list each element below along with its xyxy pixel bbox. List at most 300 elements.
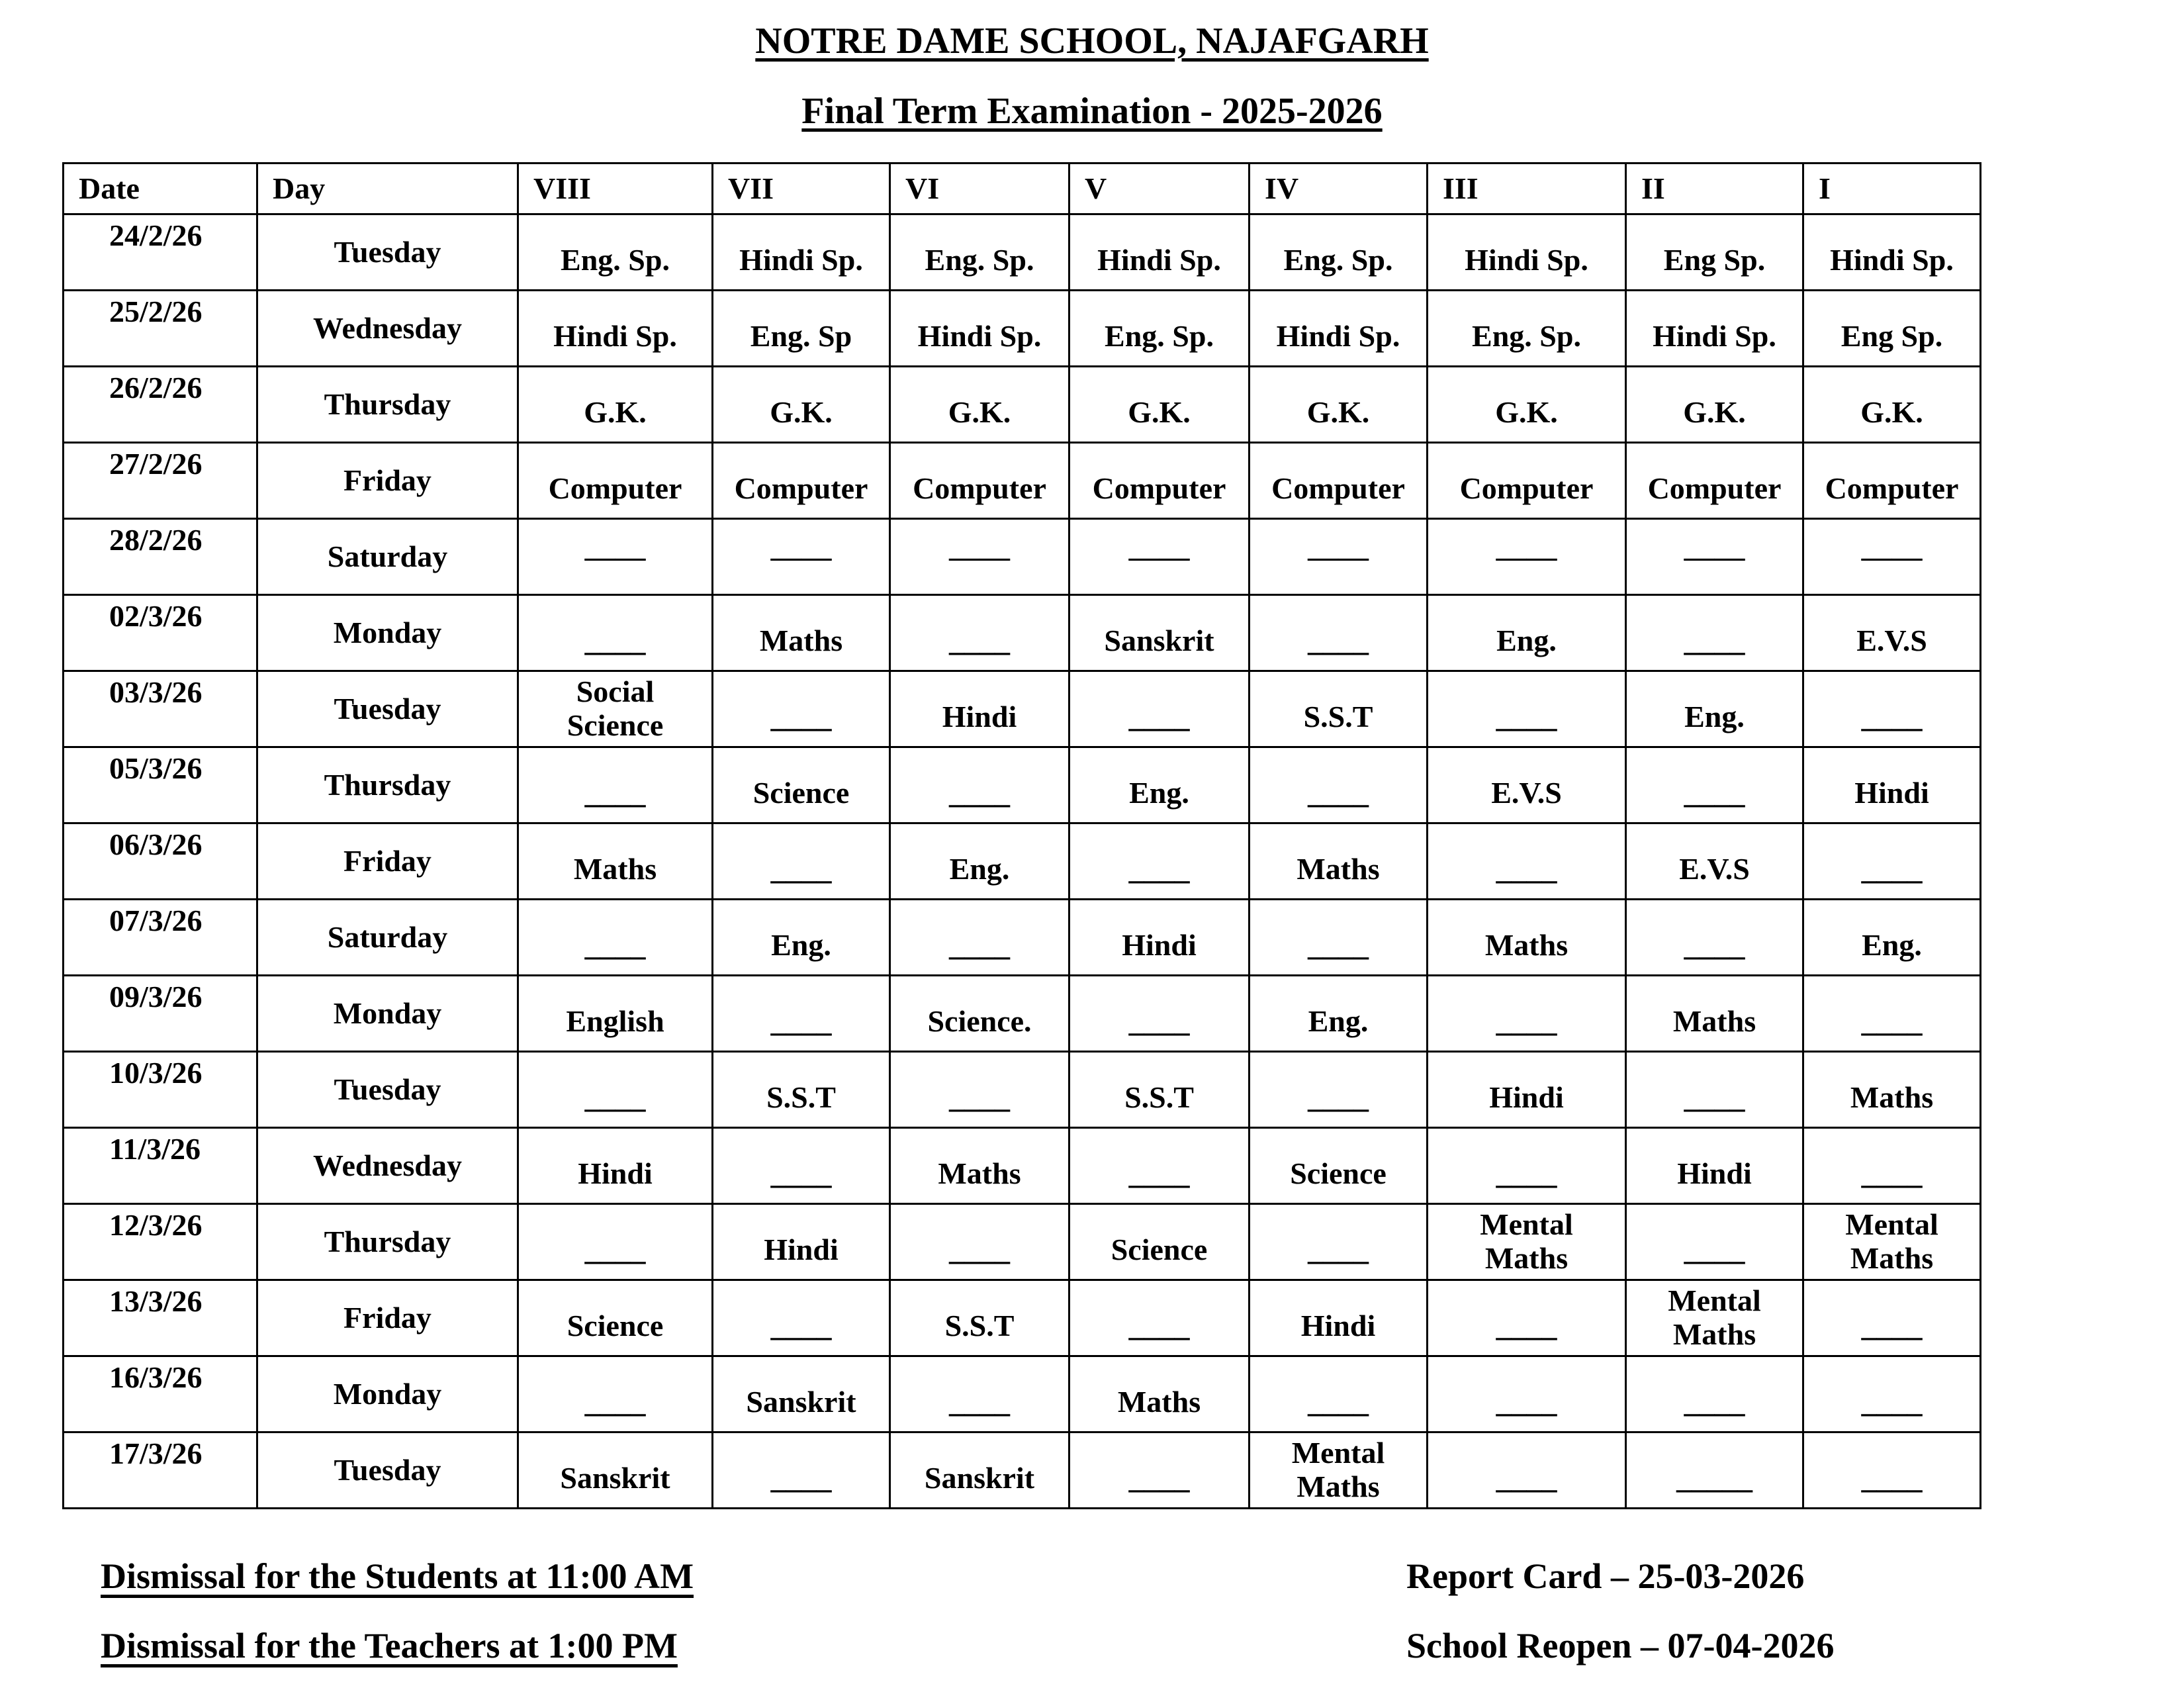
day: Friday bbox=[343, 843, 432, 878]
subject-name-cell bbox=[890, 823, 1069, 900]
subject-name: Eng. bbox=[1684, 699, 1745, 733]
no-exam-dash-cell bbox=[518, 1052, 713, 1128]
no-exam-dash: ____ bbox=[1308, 1232, 1369, 1266]
subject-name: Hindi Sp. bbox=[1653, 318, 1776, 353]
no-exam-dash: ____ bbox=[1684, 775, 1745, 810]
exam-title: Final Term Examination - 2025-2026 bbox=[801, 91, 1383, 132]
subject-name-cell bbox=[713, 443, 890, 519]
subject-name: E.V.S bbox=[1679, 851, 1750, 886]
no-exam-dash-cell bbox=[1069, 671, 1250, 747]
no-exam-dash: _____ bbox=[1676, 1460, 1752, 1495]
subject-name: Computer bbox=[1459, 471, 1594, 505]
no-exam-dash: ____ bbox=[1684, 1384, 1745, 1419]
date: 13/3/26 bbox=[109, 1284, 203, 1318]
subject-name: Hindi Sp. bbox=[553, 318, 677, 353]
no-exam-dash-cell bbox=[1250, 1052, 1428, 1128]
table-row bbox=[64, 1432, 1981, 1509]
column-header: III bbox=[1428, 164, 1626, 214]
no-exam-dash: ____ bbox=[1308, 623, 1369, 657]
subject-name-cell bbox=[1626, 443, 1803, 519]
subject-name-cell bbox=[713, 1052, 890, 1128]
subject-name-cell bbox=[890, 1128, 1069, 1204]
subject-name: Hindi bbox=[942, 699, 1017, 733]
subject-name: Sanskrit bbox=[924, 1460, 1035, 1495]
subject-name-cell bbox=[1428, 367, 1626, 443]
subject-name: Maths bbox=[573, 851, 657, 886]
no-exam-dash: ____ bbox=[1308, 775, 1369, 810]
date-cell bbox=[64, 1280, 257, 1356]
no-exam-dash: ____ bbox=[1496, 1384, 1557, 1419]
subject-name: Mental Maths bbox=[1845, 1207, 1938, 1275]
subject-name-cell bbox=[1803, 367, 1981, 443]
no-exam-dash-cell bbox=[1626, 900, 1803, 976]
subject-name-cell bbox=[518, 214, 713, 291]
subject-name: Eng. Sp. bbox=[561, 242, 670, 277]
subject-name: Eng. bbox=[1496, 623, 1557, 657]
no-exam-dash-cell bbox=[890, 747, 1069, 823]
subject-name-cell bbox=[518, 976, 713, 1052]
date: 16/3/26 bbox=[109, 1360, 203, 1394]
no-exam-dash: ____ bbox=[1128, 851, 1190, 886]
day-cell bbox=[257, 976, 518, 1052]
no-exam-dash-cell bbox=[1626, 1356, 1803, 1432]
no-exam-dash: ____ bbox=[1128, 699, 1190, 733]
subject-name: Maths bbox=[1672, 1004, 1756, 1038]
no-exam-dash: ____ bbox=[1861, 1460, 1923, 1495]
report-card-date: Report Card – 25-03-2026 bbox=[1406, 1556, 1805, 1596]
no-exam-dash: —— bbox=[1308, 539, 1369, 573]
subject-name-cell bbox=[518, 367, 713, 443]
day-cell bbox=[257, 1356, 518, 1432]
no-exam-dash: ____ bbox=[1128, 1460, 1190, 1495]
subject-name: Sanskrit bbox=[746, 1384, 856, 1419]
day-cell bbox=[257, 214, 518, 291]
table-row bbox=[64, 1052, 1981, 1128]
subject-name-cell bbox=[1626, 976, 1803, 1052]
subject-name-cell bbox=[1069, 1356, 1250, 1432]
no-exam-dash-cell bbox=[1626, 1432, 1803, 1509]
subject-name: E.V.S bbox=[1491, 775, 1562, 810]
date-cell bbox=[64, 900, 257, 976]
no-exam-dash-cell bbox=[1250, 519, 1428, 595]
column-header: I bbox=[1803, 164, 1981, 214]
subject-name-cell bbox=[1250, 291, 1428, 367]
no-exam-dash-cell bbox=[518, 1356, 713, 1432]
date-cell bbox=[64, 1356, 257, 1432]
date: 02/3/26 bbox=[109, 599, 203, 633]
day: Monday bbox=[333, 1376, 442, 1411]
table-row bbox=[64, 976, 1981, 1052]
subject-name-cell bbox=[518, 671, 713, 747]
table-row bbox=[64, 747, 1981, 823]
subject-name: Mental Maths bbox=[1291, 1436, 1385, 1503]
subject-name-cell bbox=[1428, 291, 1626, 367]
table-row bbox=[64, 595, 1981, 671]
subject-name-cell bbox=[1626, 671, 1803, 747]
no-exam-dash-cell bbox=[890, 1052, 1069, 1128]
header-row bbox=[64, 164, 1981, 214]
no-exam-dash-cell bbox=[890, 1356, 1069, 1432]
no-exam-dash: ____ bbox=[1308, 927, 1369, 962]
day: Friday bbox=[343, 1300, 432, 1335]
no-exam-dash: ____ bbox=[1861, 699, 1923, 733]
no-exam-dash: ____ bbox=[1684, 1080, 1745, 1114]
subject-name: S.S.T bbox=[1303, 699, 1373, 733]
no-exam-dash-cell bbox=[1803, 976, 1981, 1052]
no-exam-dash: ____ bbox=[949, 1232, 1010, 1266]
no-exam-dash-cell bbox=[1626, 1204, 1803, 1280]
no-exam-dash-cell bbox=[1428, 976, 1626, 1052]
subject-name-cell bbox=[1428, 900, 1626, 976]
subject-name: Maths bbox=[1850, 1080, 1934, 1114]
no-exam-dash: —— bbox=[1684, 539, 1745, 573]
subject-name: Eng. bbox=[1129, 775, 1189, 810]
day: Wednesday bbox=[313, 310, 462, 345]
column-header: IV bbox=[1250, 164, 1428, 214]
date-cell bbox=[64, 1204, 257, 1280]
day-cell bbox=[257, 900, 518, 976]
subject-name: Mental Maths bbox=[1480, 1207, 1573, 1275]
subject-name-cell bbox=[1069, 1204, 1250, 1280]
date: 25/2/26 bbox=[109, 295, 203, 328]
day-cell bbox=[257, 443, 518, 519]
exam-schedule-table bbox=[62, 162, 1981, 1509]
date: 09/3/26 bbox=[109, 980, 203, 1013]
no-exam-dash: ____ bbox=[770, 1156, 832, 1190]
subject-name: Eng. Sp. bbox=[925, 242, 1034, 277]
subject-name-cell bbox=[1428, 214, 1626, 291]
subject-name-cell bbox=[713, 367, 890, 443]
subject-name-cell bbox=[713, 595, 890, 671]
subject-name: Hindi Sp. bbox=[917, 318, 1042, 353]
subject-name-cell bbox=[1428, 1052, 1626, 1128]
subject-name: Science bbox=[1111, 1232, 1208, 1266]
no-exam-dash-cell bbox=[1626, 1052, 1803, 1128]
subject-name-cell bbox=[890, 214, 1069, 291]
subject-name: S.S.T bbox=[766, 1080, 836, 1114]
subject-name-cell bbox=[518, 443, 713, 519]
subject-name: English bbox=[566, 1004, 664, 1038]
subject-name-cell bbox=[518, 1128, 713, 1204]
date: 17/3/26 bbox=[109, 1436, 203, 1470]
date-cell bbox=[64, 443, 257, 519]
subject-name: Computer bbox=[1825, 471, 1959, 505]
no-exam-dash-cell bbox=[713, 976, 890, 1052]
no-exam-dash: —— bbox=[1128, 539, 1190, 573]
subject-name: E.V.S bbox=[1856, 623, 1927, 657]
date: 05/3/26 bbox=[109, 751, 203, 785]
no-exam-dash: —— bbox=[1496, 539, 1557, 573]
date: 28/2/26 bbox=[109, 523, 203, 557]
day-cell bbox=[257, 1128, 518, 1204]
day: Thursday bbox=[324, 767, 451, 802]
no-exam-dash: ____ bbox=[1496, 1460, 1557, 1495]
subject-name-cell bbox=[1626, 291, 1803, 367]
no-exam-dash-cell bbox=[1803, 671, 1981, 747]
no-exam-dash: ____ bbox=[1128, 1156, 1190, 1190]
column-header: Date bbox=[64, 164, 257, 214]
subject-name: S.S.T bbox=[944, 1308, 1015, 1342]
no-exam-dash-cell bbox=[1428, 1356, 1626, 1432]
subject-name-cell bbox=[713, 214, 890, 291]
no-exam-dash: ____ bbox=[1684, 1232, 1745, 1266]
subject-name: Social Science bbox=[567, 675, 664, 742]
subject-name: Hindi Sp. bbox=[1830, 242, 1954, 277]
no-exam-dash: —— bbox=[584, 539, 646, 573]
teachers-dismissal: Dismissal for the Teachers at 1:00 PM bbox=[101, 1626, 678, 1665]
no-exam-dash: —— bbox=[949, 539, 1010, 573]
subject-name: Eng Sp. bbox=[1841, 318, 1943, 353]
date-cell bbox=[64, 214, 257, 291]
day-cell bbox=[257, 1204, 518, 1280]
subject-name-cell bbox=[1803, 595, 1981, 671]
subject-name-cell bbox=[1428, 1204, 1626, 1280]
date: 24/2/26 bbox=[109, 218, 203, 252]
subject-name-cell bbox=[1803, 1204, 1981, 1280]
table-row bbox=[64, 823, 1981, 900]
subject-name-cell bbox=[890, 976, 1069, 1052]
no-exam-dash: ____ bbox=[949, 1080, 1010, 1114]
subject-name-cell bbox=[1626, 1280, 1803, 1356]
subject-name-cell bbox=[1250, 671, 1428, 747]
subject-name: Maths bbox=[1117, 1384, 1201, 1419]
no-exam-dash: ____ bbox=[584, 1080, 646, 1114]
table-row bbox=[64, 1356, 1981, 1432]
table-row bbox=[64, 291, 1981, 367]
date: 07/3/26 bbox=[109, 904, 203, 937]
subject-name: Science bbox=[752, 775, 850, 810]
table-row bbox=[64, 519, 1981, 595]
school-reopen-date: School Reopen – 07-04-2026 bbox=[1406, 1626, 1835, 1665]
no-exam-dash-cell bbox=[1069, 519, 1250, 595]
subject-name-cell bbox=[1803, 443, 1981, 519]
date-cell bbox=[64, 519, 257, 595]
no-exam-dash-cell bbox=[713, 1432, 890, 1509]
subject-name: Hindi bbox=[1854, 775, 1929, 810]
subject-name-cell bbox=[890, 443, 1069, 519]
date-cell bbox=[64, 291, 257, 367]
no-exam-dash: ____ bbox=[949, 1384, 1010, 1419]
subject-name-cell bbox=[1626, 823, 1803, 900]
no-exam-dash-cell bbox=[1428, 1432, 1626, 1509]
no-exam-dash-cell bbox=[1803, 1432, 1981, 1509]
day: Tuesday bbox=[334, 1072, 441, 1106]
no-exam-dash-cell bbox=[1803, 823, 1981, 900]
day-cell bbox=[257, 671, 518, 747]
subject-name: Eng. bbox=[949, 851, 1010, 886]
subject-name-cell bbox=[1069, 1052, 1250, 1128]
day: Saturday bbox=[327, 919, 448, 954]
subject-name-cell bbox=[890, 671, 1069, 747]
no-exam-dash-cell bbox=[1069, 1432, 1250, 1509]
subject-name: Hindi bbox=[1677, 1156, 1752, 1190]
subject-name: Mental Maths bbox=[1668, 1284, 1761, 1351]
subject-name: Eng. Sp bbox=[750, 318, 852, 353]
subject-name: Maths bbox=[759, 623, 843, 657]
subject-name: Maths bbox=[1484, 927, 1569, 962]
subject-name-cell bbox=[1250, 1432, 1428, 1509]
no-exam-dash-cell bbox=[1250, 900, 1428, 976]
no-exam-dash: ____ bbox=[949, 927, 1010, 962]
subject-name: Hindi bbox=[578, 1156, 653, 1190]
subject-name-cell bbox=[1250, 367, 1428, 443]
no-exam-dash: —— bbox=[770, 539, 832, 573]
day: Tuesday bbox=[334, 691, 441, 726]
no-exam-dash-cell bbox=[890, 595, 1069, 671]
subject-name: S.S.T bbox=[1124, 1080, 1194, 1114]
day: Monday bbox=[333, 996, 442, 1030]
no-exam-dash-cell bbox=[1250, 1204, 1428, 1280]
subject-name: Computer bbox=[548, 471, 682, 505]
date-cell bbox=[64, 1432, 257, 1509]
day: Tuesday bbox=[334, 234, 441, 269]
no-exam-dash-cell bbox=[890, 1204, 1069, 1280]
subject-name-cell bbox=[1250, 1280, 1428, 1356]
table-row bbox=[64, 1128, 1981, 1204]
table-row bbox=[64, 671, 1981, 747]
no-exam-dash: ____ bbox=[1684, 623, 1745, 657]
subject-name: Science bbox=[567, 1308, 664, 1342]
subject-name-cell bbox=[713, 1204, 890, 1280]
day-cell bbox=[257, 1280, 518, 1356]
date-cell bbox=[64, 671, 257, 747]
subject-name: Eng. bbox=[1308, 1004, 1369, 1038]
no-exam-dash-cell bbox=[1250, 1356, 1428, 1432]
subject-name-cell bbox=[1803, 1052, 1981, 1128]
no-exam-dash: ____ bbox=[584, 623, 646, 657]
subject-name: Maths bbox=[938, 1156, 1021, 1190]
subject-name: Hindi bbox=[764, 1232, 839, 1266]
subject-name-cell bbox=[713, 747, 890, 823]
subject-name: Eng. Sp. bbox=[1472, 318, 1581, 353]
subject-name-cell bbox=[1250, 1128, 1428, 1204]
subject-name-cell bbox=[518, 1432, 713, 1509]
no-exam-dash: ____ bbox=[1861, 1004, 1923, 1038]
subject-name: Sanskrit bbox=[1104, 623, 1214, 657]
subject-name: Eng. bbox=[1862, 927, 1922, 962]
date-cell bbox=[64, 823, 257, 900]
day: Wednesday bbox=[313, 1148, 462, 1182]
table-row bbox=[64, 367, 1981, 443]
subject-name: Hindi Sp. bbox=[1465, 242, 1588, 277]
subject-name-cell bbox=[1069, 747, 1250, 823]
no-exam-dash: ____ bbox=[949, 623, 1010, 657]
subject-name-cell bbox=[1803, 291, 1981, 367]
table-row bbox=[64, 1204, 1981, 1280]
no-exam-dash: ____ bbox=[1861, 1308, 1923, 1342]
day-cell bbox=[257, 595, 518, 671]
date: 11/3/26 bbox=[109, 1132, 201, 1166]
no-exam-dash: ____ bbox=[1861, 1156, 1923, 1190]
no-exam-dash: ____ bbox=[1496, 1156, 1557, 1190]
column-header: II bbox=[1626, 164, 1803, 214]
no-exam-dash: ____ bbox=[1308, 1080, 1369, 1114]
subject-name: Eng. Sp. bbox=[1105, 318, 1214, 353]
column-header: Day bbox=[257, 164, 518, 214]
day: Saturday bbox=[327, 539, 448, 573]
no-exam-dash-cell bbox=[1250, 747, 1428, 823]
subject-name-cell bbox=[1626, 214, 1803, 291]
subject-name-cell bbox=[713, 291, 890, 367]
subject-name-cell bbox=[1428, 443, 1626, 519]
subject-name-cell bbox=[1626, 1128, 1803, 1204]
subject-name-cell bbox=[1250, 823, 1428, 900]
day-cell bbox=[257, 519, 518, 595]
no-exam-dash-cell bbox=[1069, 976, 1250, 1052]
no-exam-dash: ____ bbox=[1308, 1384, 1369, 1419]
column-header: V bbox=[1069, 164, 1250, 214]
subject-name-cell bbox=[1250, 443, 1428, 519]
day-cell bbox=[257, 367, 518, 443]
subject-name: Science bbox=[1290, 1156, 1387, 1190]
no-exam-dash-cell bbox=[890, 900, 1069, 976]
subject-name-cell bbox=[518, 823, 713, 900]
day-cell bbox=[257, 747, 518, 823]
school-name: NOTRE DAME SCHOOL, NAJAFGARH bbox=[755, 21, 1429, 62]
no-exam-dash: ____ bbox=[1496, 699, 1557, 733]
no-exam-dash-cell bbox=[1069, 1280, 1250, 1356]
day: Thursday bbox=[324, 387, 451, 421]
no-exam-dash-cell bbox=[1250, 595, 1428, 671]
subject-name: Maths bbox=[1297, 851, 1380, 886]
subject-name: Computer bbox=[913, 471, 1046, 505]
no-exam-dash-cell bbox=[518, 747, 713, 823]
no-exam-dash-cell bbox=[1803, 1128, 1981, 1204]
no-exam-dash: ____ bbox=[1128, 1308, 1190, 1342]
date-cell bbox=[64, 747, 257, 823]
column-header: VI bbox=[890, 164, 1069, 214]
subject-name: Computer bbox=[1092, 471, 1226, 505]
subject-name-cell bbox=[518, 291, 713, 367]
subject-name: G.K. bbox=[1306, 395, 1370, 429]
day: Thursday bbox=[324, 1224, 451, 1258]
no-exam-dash-cell bbox=[1803, 1280, 1981, 1356]
subject-name-cell bbox=[1803, 900, 1981, 976]
subject-name-cell bbox=[1250, 214, 1428, 291]
no-exam-dash: ____ bbox=[584, 1384, 646, 1419]
subject-name: Hindi bbox=[1489, 1080, 1564, 1114]
no-exam-dash: ____ bbox=[949, 775, 1010, 810]
subject-name-cell bbox=[1428, 595, 1626, 671]
subject-name: Hindi bbox=[1122, 927, 1197, 962]
date-cell bbox=[64, 367, 257, 443]
subject-name-cell bbox=[1069, 595, 1250, 671]
no-exam-dash-cell bbox=[1428, 1128, 1626, 1204]
no-exam-dash-cell bbox=[518, 1204, 713, 1280]
subject-name: Computer bbox=[1271, 471, 1405, 505]
date: 03/3/26 bbox=[109, 675, 203, 709]
no-exam-dash: ____ bbox=[584, 775, 646, 810]
subject-name-cell bbox=[1069, 443, 1250, 519]
date-cell bbox=[64, 595, 257, 671]
subject-name: G.K. bbox=[1495, 395, 1558, 429]
subject-name-cell bbox=[518, 1280, 713, 1356]
no-exam-dash-cell bbox=[1069, 1128, 1250, 1204]
no-exam-dash: ____ bbox=[1496, 851, 1557, 886]
subject-name: Eng. Sp. bbox=[1283, 242, 1393, 277]
subject-name: G.K. bbox=[1128, 395, 1191, 429]
no-exam-dash: ____ bbox=[770, 1460, 832, 1495]
subject-name-cell bbox=[1069, 367, 1250, 443]
no-exam-dash: —— bbox=[1861, 539, 1923, 573]
no-exam-dash: ____ bbox=[1861, 1384, 1923, 1419]
no-exam-dash-cell bbox=[518, 900, 713, 976]
no-exam-dash: ____ bbox=[1861, 851, 1923, 886]
subject-name-cell bbox=[1803, 747, 1981, 823]
subject-name-cell bbox=[1803, 214, 1981, 291]
no-exam-dash: ____ bbox=[770, 851, 832, 886]
subject-name: Hindi Sp. bbox=[739, 242, 863, 277]
